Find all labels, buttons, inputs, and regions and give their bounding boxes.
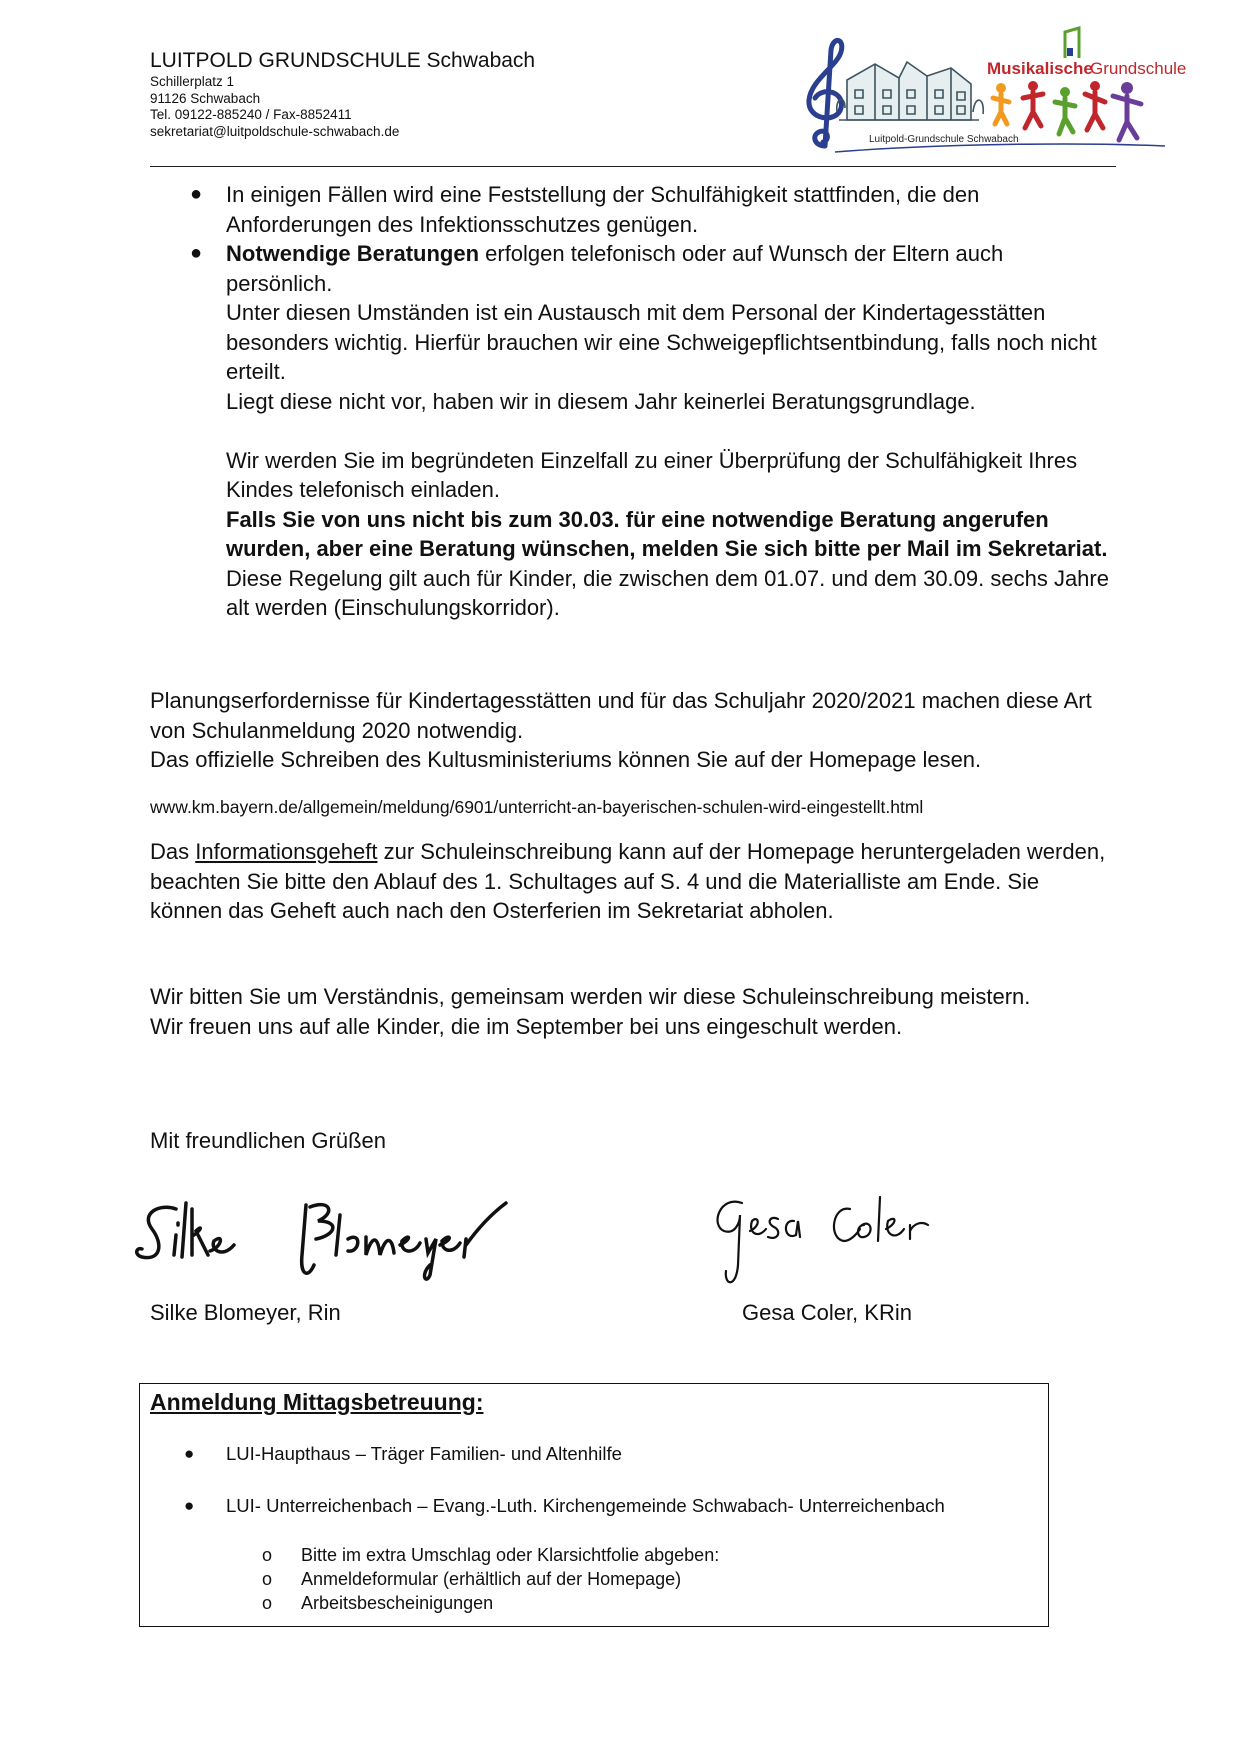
school-name: LUITPOLD GRUNDSCHULE Schwabach <box>150 49 536 72</box>
sub-list-item-text: Bitte im extra Umschlag oder Klarsichtfolie abgeben: <box>301 1545 720 1565</box>
logo-title-regular: Grundschule <box>1090 59 1187 78</box>
bullet-bold-text: Notwendige Beratungen <box>226 241 480 266</box>
dancing-children-icon <box>993 81 1141 140</box>
box-title: Anmeldung Mittagsbetreuung: <box>150 1389 484 1415</box>
logo-title-bold: Musikalische <box>987 59 1093 78</box>
planning-text: Planungserfordernisse für Kindertagesstätten und für das Schuljahr 2020/2021 machen diese Art von Schulanmeldung 2020 notwendig. <box>150 688 1092 743</box>
continuation-paragraph: Unter diesen Umständen ist ein Austausch mit dem Personal der Kindertagesstätten besonders wichtig. Hierfür brauchen wir eine Schweigepflichtsentbindung, falls noch nicht erteilt. <box>226 300 1097 384</box>
continuation-paragraph: Wir werden Sie im begründeten Einzelfall zu einer Überprüfung der Schulfähigkeit Ihres Kindes telefonisch einladen. <box>226 447 1078 502</box>
greeting: Mit freundlichen Grüßen <box>150 1128 386 1153</box>
bullet-text: erfolgen telefonisch oder auf Wunsch der Eltern auch persönlich. <box>226 241 1004 296</box>
bullet-text: In einigen Fällen wird eine Feststellung der Schulfähigkeit stattfinden, die den Anforderungen des Infektionsschutzes genügen. <box>226 182 980 237</box>
header-divider <box>150 166 1116 167</box>
sub-list-item-text: Arbeitsbescheinigungen <box>301 1593 494 1613</box>
signature-gesa-coler <box>700 1185 1000 1295</box>
email-address: sekretariat@luitpoldschule-schwabach.de <box>150 123 400 139</box>
sub-bullet-icon: o <box>262 1569 273 1589</box>
logo-caption: Luitpold-Grundschule Schwabach <box>869 134 1019 145</box>
address-city: 91126 Schwabach <box>150 90 261 106</box>
bullet-section <box>150 180 1110 623</box>
school-building-icon <box>837 62 984 120</box>
closing-paragraph <box>150 982 1110 1041</box>
list-item <box>150 180 1110 239</box>
address-street: Schillerplatz 1 <box>150 74 235 89</box>
school-header <box>150 48 535 140</box>
list-item-text: LUI-Haupthaus – Träger Familien- und Altenhilfe <box>226 1443 622 1464</box>
treble-clef-icon <box>809 40 842 146</box>
bullet-icon: ● <box>184 1444 195 1463</box>
sub-list-item-text: Anmeldeformular (erhältlich auf der Homepage) <box>301 1569 682 1589</box>
continuation-paragraph: Diese Regelung gilt auch für Kinder, die zwischen dem 01.07. und dem 30.09. sechs Jahre alt werden (Einschulungskorridor). <box>226 565 1109 620</box>
sub-bullet-icon: o <box>262 1593 273 1613</box>
bullet-icon: ● <box>190 183 203 205</box>
info-booklet-link[interactable]: Informationsgeheft <box>195 839 378 864</box>
list-item <box>150 239 1110 298</box>
bullet-icon: ● <box>184 1496 195 1515</box>
planning-paragraph <box>150 686 1110 775</box>
info-paragraph: Das Informationsgeheft zur Schuleinschreibung kann auf der Homepage heruntergeladen werden, beachten Sie bitte den Ablauf des 1. Schultages auf S. 4 und die Materialliste am Ende. Sie können das Geheft auch nach den Osterferien im Sekretariat abholen. <box>150 839 1106 923</box>
ministry-url[interactable]: www.km.bayern.de/allgemein/meldung/6901/unterricht-an-bayerischen-schulen-wird-eingestellt.html <box>150 797 924 817</box>
bullet-icon: ● <box>190 242 203 264</box>
sub-bullet-icon: o <box>262 1545 273 1565</box>
continuation-paragraph: Liegt diese nicht vor, haben wir in diesem Jahr keinerlei Beratungsgrundlage. <box>226 388 976 414</box>
list-item-text: LUI- Unterreichenbach – Evang.-Luth. Kirchengemeinde Schwabach- Unterreichenbach <box>226 1495 945 1516</box>
signature-silke-blomeyer <box>130 1195 530 1285</box>
closing-text: Wir freuen uns auf alle Kinder, die im September bei uns eingeschult werden. <box>150 1013 903 1039</box>
signatory-name: Silke Blomeyer, Rin <box>150 1300 341 1325</box>
planning-text: Das offizielle Schreiben des Kultusministeriums können Sie auf der Homepage lesen. <box>150 747 982 772</box>
lunch-care-registration-box <box>139 1383 1049 1627</box>
closing-text: Wir bitten Sie um Verständnis, gemeinsam werden wir diese Schuleinschreibung meistern. <box>150 984 1031 1009</box>
school-logo <box>775 28 1187 158</box>
phone-fax: Tel. 09122-885240 / Fax-8852411 <box>150 107 352 122</box>
important-notice: Falls Sie von uns nicht bis zum 30.03. für eine notwendige Beratung angerufen wurden, aber eine Beratung wünschen, melden Sie sich bitte per Mail im Sekretariat. <box>226 506 1108 561</box>
signatory-name: Gesa Coler, KRin <box>742 1300 912 1325</box>
